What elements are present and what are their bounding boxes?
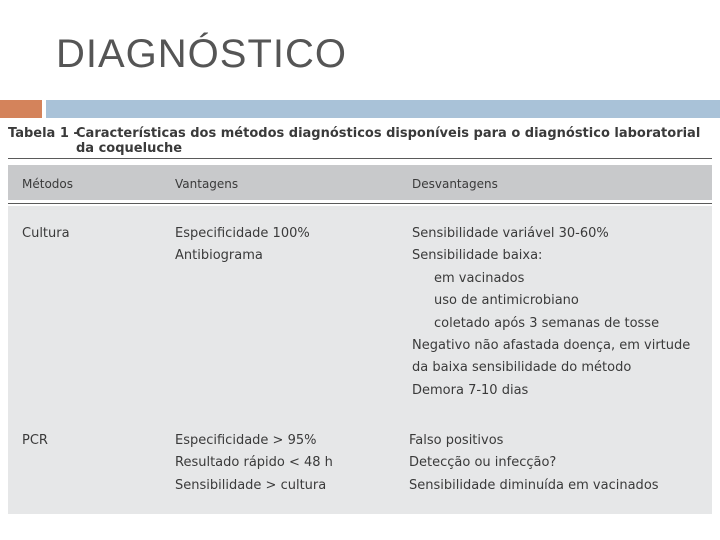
disadvantage-item: Sensibilidade variável 30-60% (412, 226, 609, 241)
disadvantage-item: da baixa sensibilidade do método (412, 360, 632, 376)
row-pcr-method (22, 430, 48, 452)
advantage-item: Sensibilidade > cultura (175, 477, 327, 493)
accent-bar-orange (0, 100, 42, 118)
table-header-rule (8, 203, 712, 204)
row-pcr-disadvantages (409, 430, 659, 497)
table-top-rule (8, 158, 712, 159)
header-desvantagens: Desvantagens (412, 177, 498, 191)
disadvantage-item: Demora 7-10 dias (412, 382, 529, 398)
table-caption (8, 126, 712, 156)
table-caption-number: Tabela 1 - (8, 126, 79, 141)
disadvantage-item: Detecção ou infecção? (409, 455, 557, 471)
disadvantage-item: Negativo não afastada doença, em virtude (412, 337, 691, 353)
table-caption-text: Características dos métodos diagnósticos disponíveis para o diagnóstico laboratorial da coqueluche (76, 126, 701, 156)
accent-bar-blue (46, 100, 720, 118)
disadvantage-subitem: em vacinados (434, 270, 525, 286)
disadvantage-item: Falso positivos (409, 433, 504, 448)
disadvantage-subitem: uso de antimicrobiano (434, 293, 579, 309)
disadvantage-item: Sensibilidade baixa: (412, 248, 543, 264)
table-figure (8, 120, 712, 514)
disadvantage-item: Sensibilidade diminuída em vacinados (409, 477, 659, 493)
disadvantage-subitem: coletado após 3 semanas de tosse (434, 315, 660, 331)
method-label: Cultura (22, 226, 70, 241)
header-vantagens: Vantagens (175, 177, 239, 191)
row-cultura-advantages (175, 223, 310, 268)
advantage-item: Especificidade > 95% (175, 433, 317, 448)
advantage-item: Resultado rápido < 48 h (175, 455, 333, 471)
row-cultura-disadvantages (412, 223, 690, 402)
advantage-item: Antibiograma (175, 248, 263, 264)
method-label: PCR (22, 433, 48, 448)
row-cultura-method (22, 223, 70, 245)
slide-title: DIAGNÓSTICO (56, 32, 348, 76)
row-pcr-advantages (175, 430, 333, 497)
table-header-row (8, 165, 712, 200)
advantage-item: Especificidade 100% (175, 226, 310, 241)
header-metodos: Métodos (22, 177, 73, 191)
